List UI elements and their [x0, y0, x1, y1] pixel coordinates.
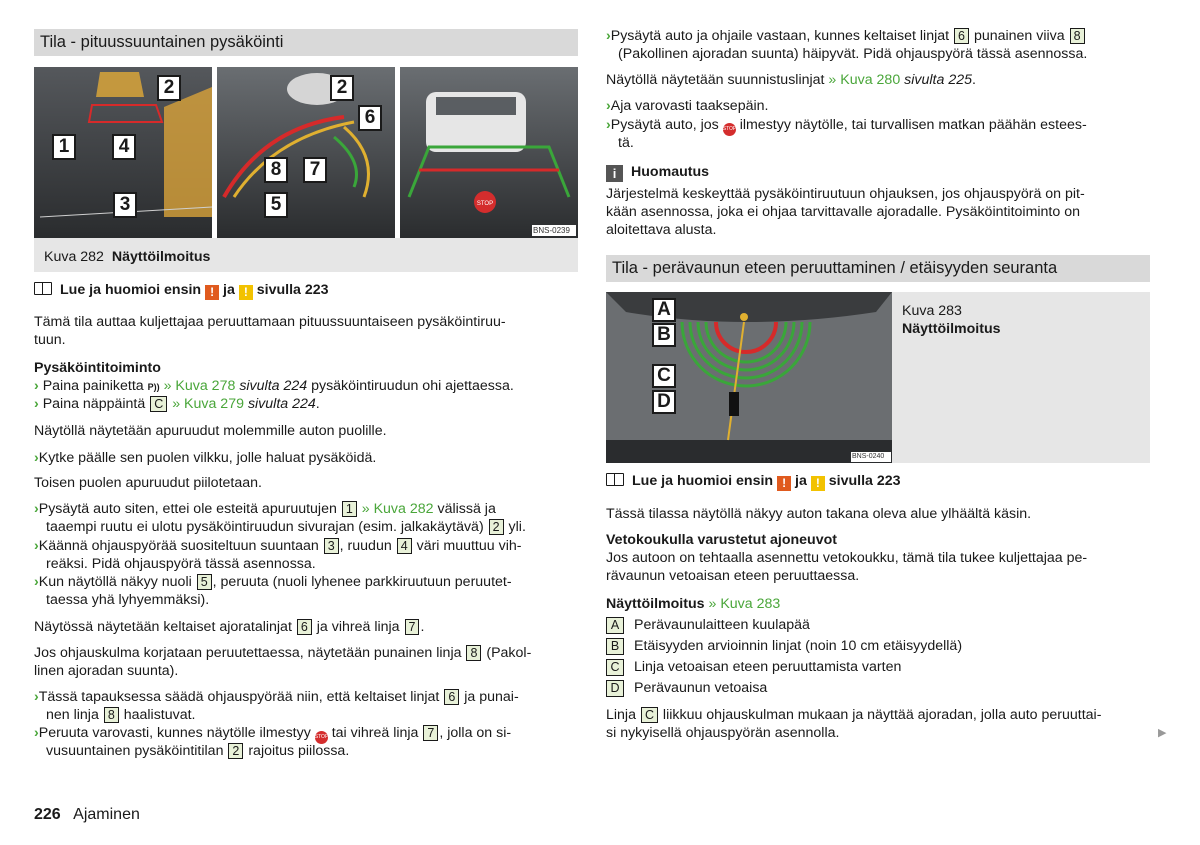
figure-label: 6 [358, 105, 382, 131]
figure-label: 3 [113, 192, 137, 218]
function-heading: Pysäköintitoiminto [34, 360, 161, 376]
figure-282-caption [34, 238, 578, 272]
link-figure-282[interactable]: » Kuva 282 [361, 501, 434, 517]
bullet-item: ›Käännä ohjauspyörää suositeltuun suuntaan 3 , ruudun 4 väri muuttuu vih- [34, 538, 522, 554]
figure-label: 2 [157, 75, 181, 101]
paragraph: Näytöllä näytetään suunnistuslinjat » Kuva 280 sivulta 225. [606, 72, 976, 88]
tow-paragraph: Jos autoon on tehtaalla asennettu vetokoukku, tämä tila tukee kuljettajaa pe- rävaunun vetoaisan eteen peruuttaessa. [606, 550, 1088, 584]
display-heading: Näyttöilmoitus » Kuva 283 [606, 596, 781, 612]
page-footer [34, 806, 578, 824]
note-body: Järjestelmä keskeyttää pysäköintiruutuun ohjauksen, jos ohjauspyörä on pit- kään asennossa, joka ei ohjaa tarvittavalle ajoradalle. Pysäköintitoiminto on aloitettava alusta. [606, 186, 1085, 238]
info-icon: i [606, 165, 623, 182]
parking-button-icon: P)) [147, 382, 160, 392]
stop-icon: STOP [723, 123, 736, 136]
bullet-item: ›Pysäytä auto, jos STOP ilmestyy näytölle, tai turvallisen matkan päähän estees- [606, 116, 1150, 136]
caption-number: Kuva 283 [902, 303, 962, 319]
bullet-continuation: nen linja 8 haalistuvat. [46, 707, 196, 723]
bullet-item: ›Pysäytä auto ja ohjaile vastaan, kunnes keltaiset linjat 6 punainen viiva 8 [606, 27, 1150, 45]
bullet-continuation: taessa yhä lyhyemmäksi). [46, 592, 210, 608]
page-section: Ajaminen [73, 806, 140, 823]
bullet-item: › Paina näppäintä C » Kuva 279 sivulta 224. [34, 396, 320, 412]
section-title-parallel-parking: Tila - pituussuuntainen pysäköinti [34, 29, 578, 56]
paragraph: Toisen puolen apuruudut piilotetaan. [34, 475, 262, 491]
legend-item: A Perävaunulaitteen kuulapää [606, 616, 1150, 634]
paragraph-continuation: linen ajoradan suunta). [34, 663, 179, 679]
warning-icon: ! [777, 476, 791, 491]
warning-icon: ! [205, 285, 219, 300]
bullet-item: ›Kun näytöllä näkyy nuoli 5 , peruuta (nuoli lyhenee parkkiruutuun peruutet- [34, 574, 512, 590]
figure-label: 8 [264, 157, 288, 183]
figure-283 [606, 292, 892, 463]
bullet-item: ›Tässä tapauksessa säädä ohjauspyörää niin, että keltaiset linjat 6 ja punai- [34, 689, 519, 705]
bullet-item: ›Aja varovasti taaksepäin. [606, 98, 769, 114]
bullet-item: › Paina painiketta P)) » Kuva 278 sivulta 224 pysäköintiruudun ohi ajettaessa. [34, 378, 514, 394]
link-figure-278[interactable]: » Kuva 278 [163, 378, 236, 394]
caption-title: Näyttöilmoitus [111, 249, 211, 265]
figure-label: C [652, 364, 676, 388]
paragraph: Näytössä näytetään keltaiset ajoratalinjat 6 ja vihreä linja 7 . [34, 619, 425, 635]
legend-item: B Etäisyyden arvioinnin linjat (noin 10 cm etäisyydellä) [606, 637, 1150, 655]
figure-282 [34, 67, 578, 238]
svg-text:STOP: STOP [476, 201, 494, 207]
bullet-item: ›Kytke päälle sen puolen vilkku, jolle haluat pysäköidä. [34, 450, 377, 466]
link-figure-283[interactable]: » Kuva 283 [708, 596, 781, 612]
figure-code: BNS-0239 [533, 226, 570, 235]
figure-label: 7 [303, 157, 327, 183]
caution-icon: ! [811, 476, 825, 491]
stop-icon: STOP [315, 731, 328, 744]
figure-label: 2 [330, 75, 354, 101]
next-page-icon: ▶ [1158, 727, 1167, 739]
read-notice: Lue ja huomioi ensin ! ja ! sivulla 223 [34, 281, 578, 300]
bullet-continuation: tä. [618, 135, 634, 151]
caption-title: Näyttöilmoitus [902, 321, 1001, 337]
figure-283-illustration [606, 292, 892, 463]
intro-paragraph: Tämä tila auttaa kuljettajaa peruuttamaan pituussuuntaiseen pysäköintiruu- tuun. [34, 314, 506, 348]
book-icon [34, 282, 52, 295]
figure-label: 5 [264, 192, 288, 218]
final-paragraph: Linja C liikkuu ohjauskulman mukaan ja näyttää ajoradan, jolla auto peruuttai- [606, 707, 1102, 723]
note-heading: i Huomautus [606, 163, 1150, 182]
bullet-item: ›Pysäytä auto siten, ettei ole esteitä apuruutujen 1 » Kuva 282 välissä ja [34, 501, 496, 517]
figure-label: D [652, 390, 676, 414]
page-number: 226 [34, 806, 61, 823]
figure-label: B [652, 323, 676, 347]
bullet-continuation: reäksi. Pidä ohjauspyörä tässä asennossa. [46, 556, 316, 572]
book-icon [606, 473, 624, 486]
caution-icon: ! [239, 285, 253, 300]
figure-code: BNS-0240 [852, 453, 885, 460]
caption-number: Kuva 282 [44, 249, 104, 265]
intro-paragraph: Tässä tilassa näytöllä näkyy auton takana oleva alue ylhäältä käsin. [606, 506, 1032, 522]
bullet-continuation: (Pakollinen ajoradan suunta) häipyvät. Pidä ohjauspyörä tässä asennossa. [618, 46, 1088, 62]
section-title-trailer: Tila - perävaunun eteen peruuttaminen / etäisyyden seuranta [606, 255, 1150, 282]
legend-item: C Linja vetoaisan eteen peruuttamista varten [606, 658, 1150, 676]
read-notice: Lue ja huomioi ensin ! ja ! sivulla 223 [606, 472, 1150, 491]
figure-283-caption [892, 292, 1150, 463]
link-figure-279[interactable]: » Kuva 279 [172, 396, 244, 412]
final-paragraph-continuation: si nykyisellä ohjauspyörän asennolla. [606, 725, 840, 741]
figure-label: A [652, 298, 676, 322]
bullet-item: ›Peruuta varovasti, kunnes näytölle ilmestyy STOP tai vihreä linja 7 , jolla on si- [34, 724, 578, 744]
bullet-continuation: taaempi ruutu ei ulotu pysäköintiruudun sivurajan (esim. jalkakäytävä) 2 yli. [46, 519, 526, 535]
paragraph: Näytöllä näytetään apuruudut molemmille auton puolille. [34, 423, 387, 439]
paragraph: Jos ohjauskulma korjataan peruutettaessa, näytetään punainen linja 8 (Pakol- [34, 645, 532, 661]
legend-item: D Perävaunun vetoaisa [606, 679, 1150, 697]
figure-label: 1 [52, 134, 76, 160]
tow-heading: Vetokoukulla varustetut ajoneuvot [606, 532, 837, 548]
figure-label: 4 [112, 134, 136, 160]
link-figure-280[interactable]: » Kuva 280 [828, 72, 901, 88]
bullet-continuation: vusuuntainen pysäköintitilan 2 rajoitus piilossa. [46, 743, 350, 759]
